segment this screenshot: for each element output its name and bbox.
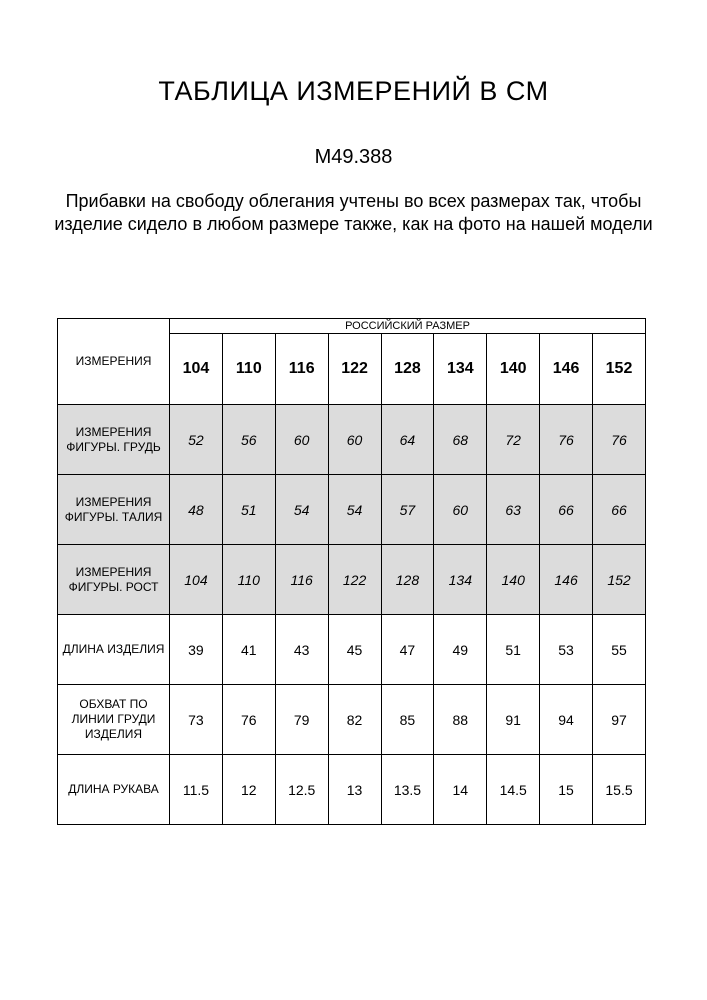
value-cell: 60 [434, 475, 487, 545]
value-cell: 60 [328, 405, 381, 475]
size-header-cell: 140 [487, 334, 540, 405]
value-cell: 14 [434, 755, 487, 825]
value-cell: 79 [275, 685, 328, 755]
size-header-cell: 146 [540, 334, 593, 405]
value-cell: 128 [381, 545, 434, 615]
page-title: ТАБЛИЦА ИЗМЕРЕНИЙ В СМ [158, 76, 549, 106]
value-cell: 76 [540, 405, 593, 475]
value-cell: 41 [222, 615, 275, 685]
value-cell: 54 [328, 475, 381, 545]
value-cell: 76 [222, 685, 275, 755]
table-row [58, 755, 646, 825]
model-code: M49.388 [314, 146, 393, 168]
value-cell: 39 [170, 615, 223, 685]
value-cell: 15.5 [593, 755, 646, 825]
value-cell: 76 [593, 405, 646, 475]
value-cell: 122 [328, 545, 381, 615]
value-cell: 13 [328, 755, 381, 825]
table-row [58, 405, 646, 475]
value-cell: 66 [540, 475, 593, 545]
row-label: ДЛИНА РУКАВА [58, 755, 170, 825]
size-header-cell: 134 [434, 334, 487, 405]
value-cell: 82 [328, 685, 381, 755]
row-label: ОБХВАТ ПО ЛИНИИ ГРУДИ ИЗДЕЛИЯ [58, 685, 170, 755]
value-cell: 56 [222, 405, 275, 475]
value-cell: 54 [275, 475, 328, 545]
value-cell: 60 [275, 405, 328, 475]
value-cell: 134 [434, 545, 487, 615]
value-cell: 88 [434, 685, 487, 755]
size-header-cell: 122 [328, 334, 381, 405]
value-cell: 49 [434, 615, 487, 685]
value-cell: 140 [487, 545, 540, 615]
value-cell: 57 [381, 475, 434, 545]
value-cell: 94 [540, 685, 593, 755]
value-cell: 116 [275, 545, 328, 615]
value-cell: 146 [540, 545, 593, 615]
value-cell: 66 [593, 475, 646, 545]
value-cell: 73 [170, 685, 223, 755]
size-header-cell: 128 [381, 334, 434, 405]
size-header-cell: 104 [170, 334, 223, 405]
table-header-row [58, 319, 646, 334]
value-cell: 91 [487, 685, 540, 755]
value-cell: 53 [540, 615, 593, 685]
table-row [58, 545, 646, 615]
value-cell: 15 [540, 755, 593, 825]
value-cell: 48 [170, 475, 223, 545]
value-cell: 63 [487, 475, 540, 545]
size-header-cell: 116 [275, 334, 328, 405]
size-group-header: РОССИЙСКИЙ РАЗМЕР [170, 319, 646, 334]
table-row [58, 685, 646, 755]
value-cell: 12 [222, 755, 275, 825]
value-cell: 47 [381, 615, 434, 685]
value-cell: 55 [593, 615, 646, 685]
value-cell: 152 [593, 545, 646, 615]
size-header-cell: 152 [593, 334, 646, 405]
row-label: ИЗМЕРЕНИЯ ФИГУРЫ. ТАЛИЯ [58, 475, 170, 545]
value-cell: 52 [170, 405, 223, 475]
value-cell: 14.5 [487, 755, 540, 825]
row-label: ДЛИНА ИЗДЕЛИЯ [58, 615, 170, 685]
value-cell: 97 [593, 685, 646, 755]
value-cell: 68 [434, 405, 487, 475]
row-label: ИЗМЕРЕНИЯ ФИГУРЫ. ГРУДЬ [58, 405, 170, 475]
value-cell: 13.5 [381, 755, 434, 825]
value-cell: 45 [328, 615, 381, 685]
measure-header: ИЗМЕРЕНИЯ [58, 319, 170, 405]
value-cell: 43 [275, 615, 328, 685]
value-cell: 110 [222, 545, 275, 615]
value-cell: 51 [487, 615, 540, 685]
value-cell: 12.5 [275, 755, 328, 825]
value-cell: 85 [381, 685, 434, 755]
value-cell: 72 [487, 405, 540, 475]
value-cell: 51 [222, 475, 275, 545]
size-table [57, 318, 646, 825]
fit-note: Прибавки на свободу облегания учтены во всех размерах так, чтобы изделие сидело в любом размере также, как на фото на нашей модели [54, 191, 653, 234]
size-header-cell: 110 [222, 334, 275, 405]
row-label: ИЗМЕРЕНИЯ ФИГУРЫ. РОСТ [58, 545, 170, 615]
value-cell: 64 [381, 405, 434, 475]
table-row [58, 475, 646, 545]
value-cell: 11.5 [170, 755, 223, 825]
value-cell: 104 [170, 545, 223, 615]
table-row [58, 615, 646, 685]
